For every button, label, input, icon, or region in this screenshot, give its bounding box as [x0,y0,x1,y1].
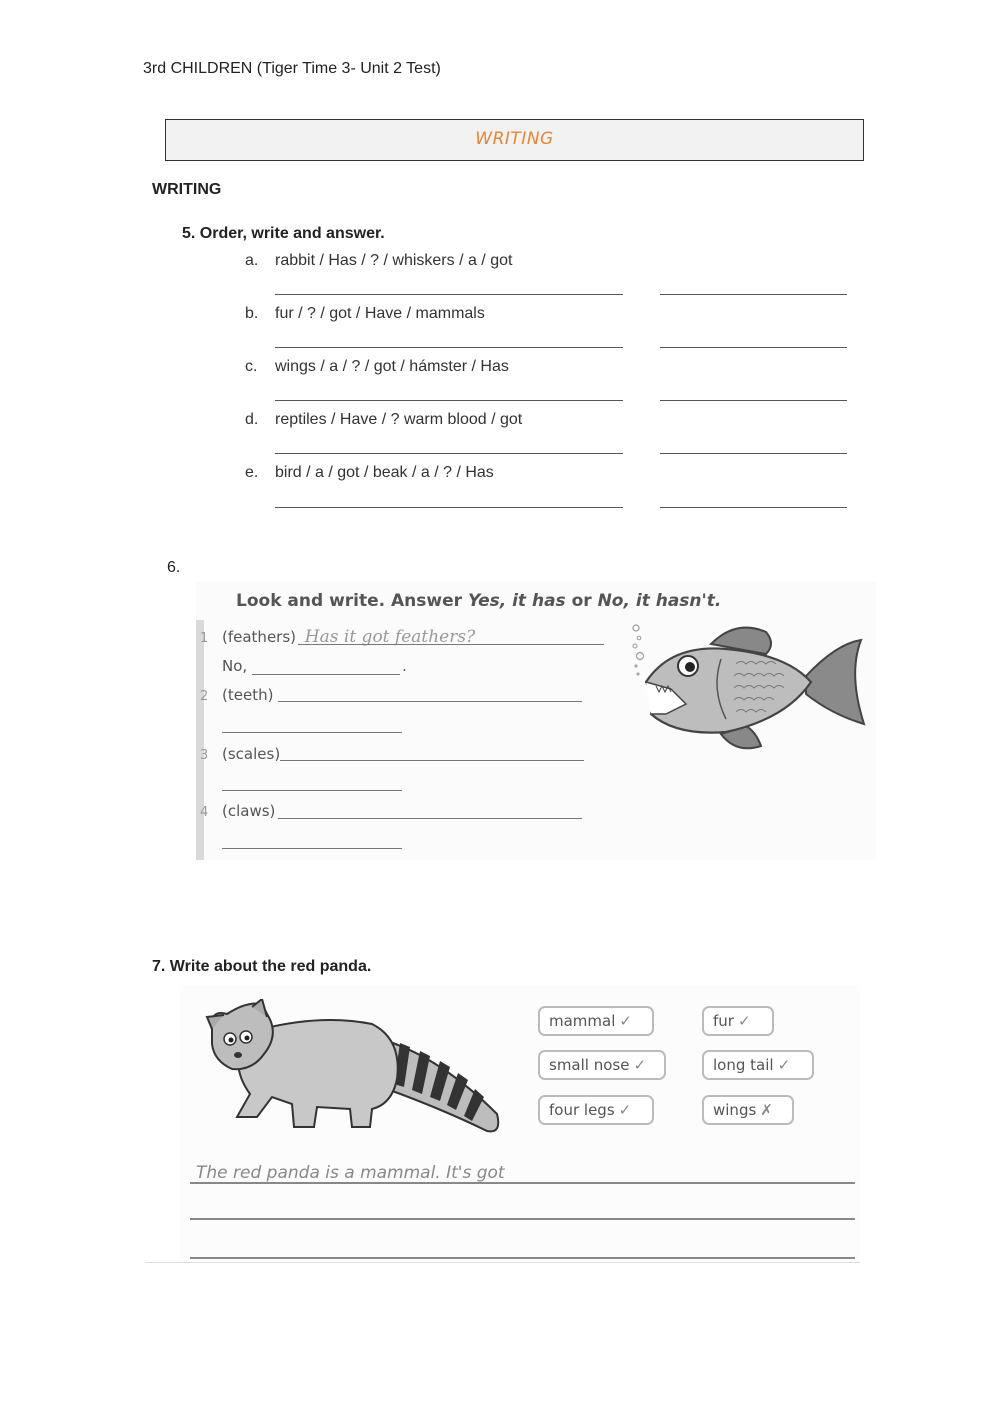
exercise-5-item-a [245,252,512,270]
chip-fur [702,1006,774,1036]
answer-line-3b[interactable] [222,790,402,791]
answer-line-2b[interactable] [222,732,402,733]
item-text: bird / a / got / beak / a / ? / Has [275,464,494,481]
exercise-5-item-e [245,464,494,482]
item-number: 2 [200,689,209,704]
writing-line-2[interactable] [190,1218,855,1220]
panel-edge [196,620,204,860]
exercise-7-panel [180,985,860,1263]
bottom-divider [145,1262,860,1263]
check-icon: ✓ [777,1056,791,1074]
answer-line-answer-a[interactable] [660,294,847,295]
exercise-7-heading: 7. Write about the red panda. [152,958,372,975]
exercise-6-number: 6. [167,559,181,576]
exercise-6-item-2 [200,686,273,704]
item-text: reptiles / Have / ? warm blood / got [275,411,523,428]
exercise-6-item-1-answer [222,657,247,675]
exercise-5-item-d [245,411,522,429]
check-icon: ✓ [619,1012,632,1030]
check-icon: ✓ [633,1056,647,1074]
fish-icon [626,614,871,754]
document-title: 3rd CHILDREN (Tiger Time 3- Unit 2 Test) [143,60,441,77]
answer-line-answer-d[interactable] [660,453,847,454]
item-letter: d. [245,411,259,428]
red-panda-icon [202,999,502,1139]
chip-label: long tail [713,1056,774,1074]
item-letter: a. [245,252,259,269]
item-number: 3 [200,748,209,763]
exercise-6-item-3 [200,745,280,763]
chip-label: wings [713,1101,757,1119]
writing-banner [165,119,864,161]
item-text: fur / ? / got / Have / mammals [275,305,485,322]
exercise-6-panel [196,582,876,860]
writing-line-1[interactable] [190,1182,855,1184]
chip-long-tail [702,1050,814,1080]
instruction-text: Look and write. Answer [236,591,468,611]
writing-line-3[interactable] [190,1257,855,1259]
answer-line-answer-b[interactable] [660,347,847,348]
exercise-5-heading: 5. Order, write and answer. [182,225,385,242]
exercise-5-item-c [245,358,509,376]
check-icon: ✓ [737,1012,751,1030]
answer-line-question-c[interactable] [275,400,623,401]
exercise-6-item-4 [200,802,275,820]
answer-line-question-b[interactable] [275,347,623,348]
answer-line-question-a[interactable] [275,294,623,295]
answer-line-question-e[interactable] [275,507,623,508]
item-number: 1 [200,631,209,646]
answer-line-question-d[interactable] [275,453,623,454]
chip-label: four legs [549,1101,615,1119]
item-letter: c. [245,358,258,375]
answer-line-3[interactable] [280,760,584,761]
item-word: (scales) [222,745,281,763]
item-letter: b. [245,305,259,322]
item-text: rabbit / Has / ? / whiskers / a / got [275,252,513,269]
answer-suffix: . [402,657,407,675]
answer-line-answer-c[interactable] [660,400,847,401]
instruction-or: or [565,591,598,611]
item-word: (feathers) [222,628,297,646]
item-word: (claws) [222,802,276,820]
item-text: wings / a / ? / got / hámster / Has [275,358,509,375]
check-icon: ✓ [618,1101,632,1119]
banner-title: WRITING [475,129,554,149]
example-answer: Has it got feathers? [304,627,476,647]
chip-label: fur [713,1012,734,1030]
chip-wings [702,1095,794,1125]
example-sentence: The red panda is a mammal. It's got [196,1163,505,1183]
section-heading: WRITING [152,181,222,198]
item-letter: e. [245,464,259,481]
chip-label: mammal [549,1012,616,1030]
exercise-5-item-b [245,305,485,323]
answer-prefix: No, [222,657,248,675]
answer-line-1b[interactable] [252,674,400,675]
item-number: 4 [200,805,209,820]
chip-mammal [538,1006,654,1036]
chip-four-legs [538,1095,654,1125]
exercise-6-instruction [236,591,721,611]
answer-line-4[interactable] [278,818,582,819]
chip-small-nose [538,1050,666,1080]
item-word: (teeth) [222,686,274,704]
instruction-yes: Yes, it has [467,591,566,611]
instruction-no: No, it hasn't. [597,591,722,611]
answer-line-2[interactable] [278,701,582,702]
answer-line-4b[interactable] [222,848,402,849]
cross-icon: ✗ [760,1101,773,1119]
chip-label: small nose [549,1056,630,1074]
answer-line-1[interactable] [298,644,604,645]
answer-line-answer-e[interactable] [660,507,847,508]
